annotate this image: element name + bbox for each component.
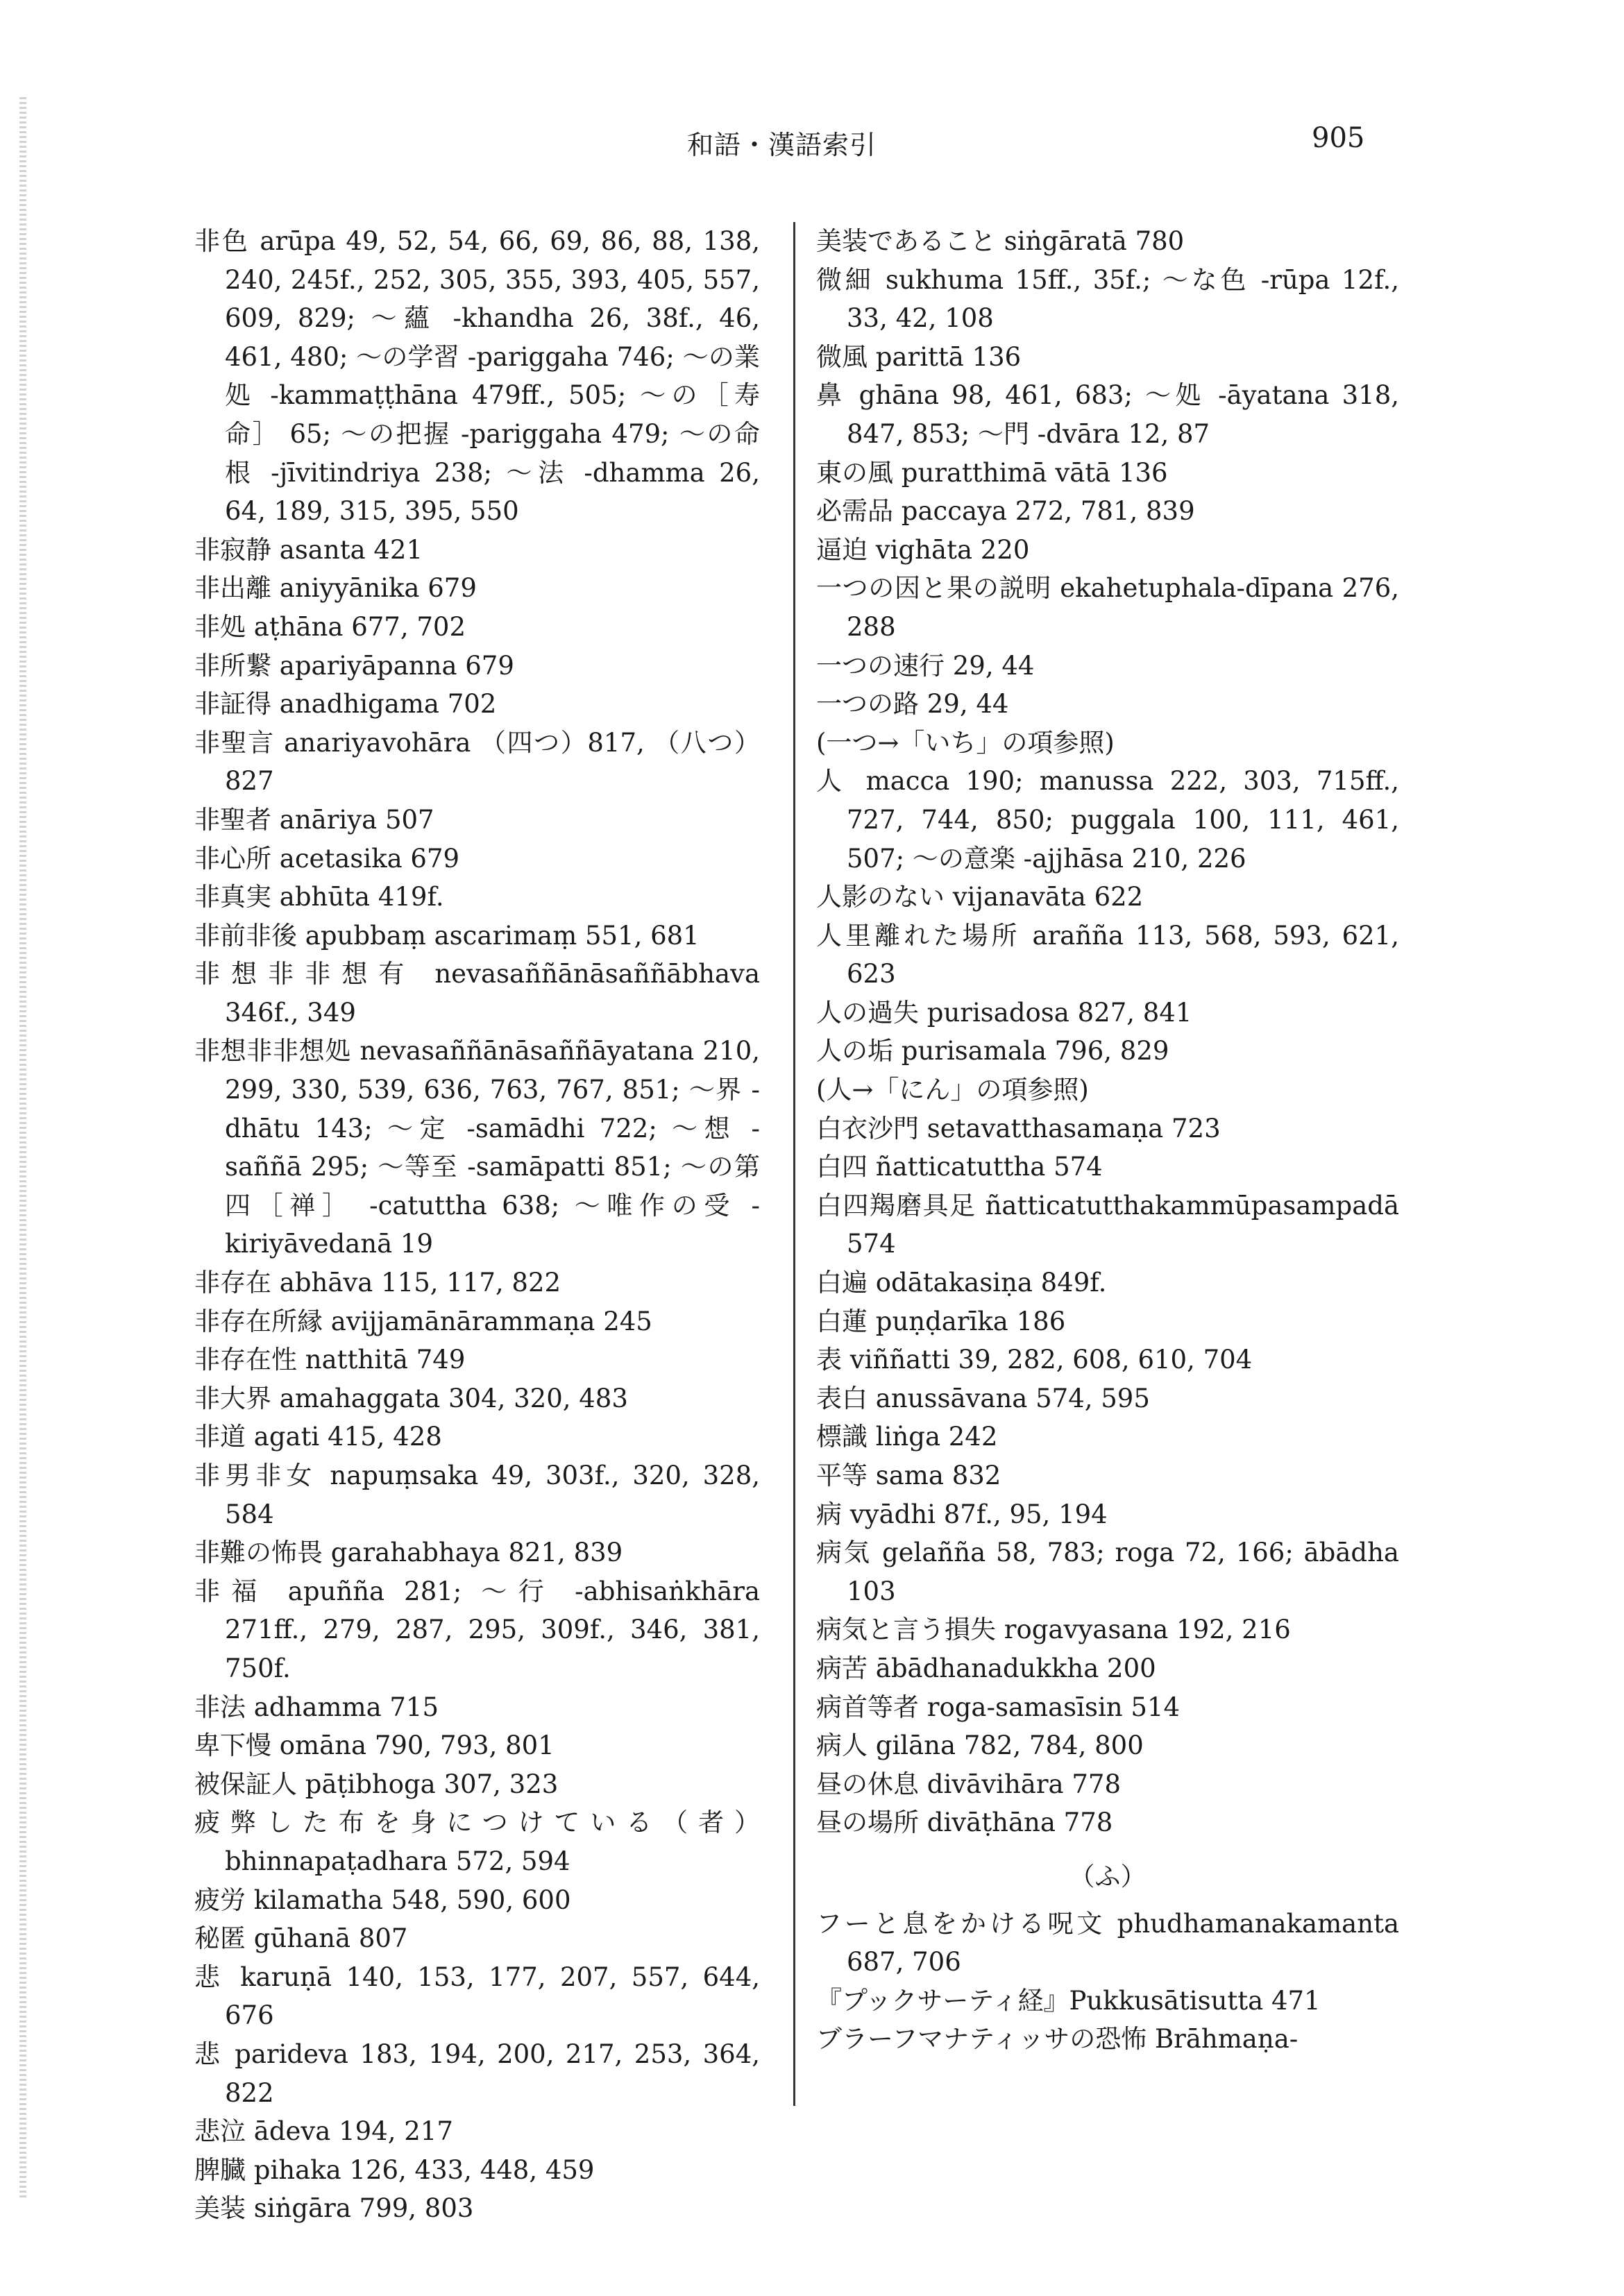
index-entry: 病首等者 roga-samasīsin 514 — [816, 1692, 1181, 1722]
index-entry: ブラーフマナティッサの恐怖 Brāhmaṇa- — [816, 2024, 1299, 2055]
index-entry: 表白 anussāvana 574, 595 — [816, 1383, 1150, 1413]
index-entry: 一つの速行 29, 44 — [816, 650, 1035, 681]
index-entry: 昼の休息 divāvihāra 778 — [816, 1769, 1121, 1799]
index-entry: 微細 sukhuma 15ff., 35f.; ～な色 -rūpa 12f., 33, 42, 108 — [816, 264, 1399, 334]
index-entry: 非真実 abhūta 419f. — [194, 882, 444, 912]
index-column-left — [194, 222, 760, 2228]
index-entry: 人の垢 purisamala 796, 829 — [816, 1036, 1169, 1066]
index-entry: 卑下慢 omāna 790, 793, 801 — [194, 1730, 555, 1761]
index-entry: 東の風 puratthimā vātā 136 — [816, 457, 1168, 488]
index-entry: 病気と言う損失 rogavyasana 192, 216 — [816, 1615, 1291, 1645]
index-entry: 病 vyādhi 87f., 95, 194 — [816, 1499, 1108, 1529]
index-entry: 人の過失 purisadosa 827, 841 — [816, 997, 1192, 1028]
index-entry: 秘匿 gūhanā 807 — [194, 1923, 408, 1954]
index-entry: 病苦 ābādhanadukkha 200 — [816, 1653, 1156, 1683]
index-entry: 人 macca 190; manussa 222, 303, 715ff., 727, 744, 850; puggala 100, 111, 461, 507; ～の意楽 -ajjhāsa 210, 226 — [816, 766, 1399, 874]
index-entry: 非男非女 napuṃsaka 49, 303f., 320, 328, 584 — [194, 1461, 760, 1529]
index-entry: 非処 aṭhāna 677, 702 — [194, 611, 466, 642]
index-entry: 白遍 odātakasiṇa 849f. — [816, 1268, 1107, 1298]
index-entry: 悲泣 ādeva 194, 217 — [194, 2116, 453, 2147]
index-entry: 非所繋 apariyāpanna 679 — [194, 650, 514, 681]
index-entry: 非大界 amahaggata 304, 320, 483 — [194, 1383, 628, 1413]
index-entry: 悲 parideva 183, 194, 200, 217, 253, 364, 822 — [194, 2039, 760, 2108]
index-entry: 非存在所縁 avijjamānārammaṇa 245 — [194, 1306, 652, 1336]
index-entry: 非法 adhamma 715 — [194, 1692, 439, 1722]
index-entry: 非寂静 asanta 421 — [194, 534, 423, 565]
index-entry: 白四羯磨具足 ñatticatutthakammūpasampadā 574 — [816, 1190, 1399, 1259]
page-number: 905 — [1312, 122, 1365, 154]
index-entry: 非想非非想処 nevasaññānāsaññāyatana 210, 299, 330, 539, 636, 763, 767, 851; ～界 -dhātu 143; ～定 -samādhi 722; ～想 -saññā 295; ～等至 -samāpatti 851; ～の第四［禅］ -catuttha 638; ～唯作の受 -kiriyāvedanā 19 — [194, 1036, 760, 1259]
index-entry: 人影のない vijanavāta 622 — [816, 882, 1144, 912]
index-entry: 非前非後 apubbaṃ ascarimaṃ 551, 681 — [194, 920, 700, 951]
cross-reference-note: (一つ→「いち」の項参照) — [816, 727, 1115, 758]
index-entry: 非難の怖畏 garahabhaya 821, 839 — [194, 1538, 623, 1568]
index-entry: 一つの路 29, 44 — [816, 689, 1009, 720]
column-divider — [793, 222, 795, 2106]
index-entry: 白蓮 puṇḍarīka 186 — [816, 1306, 1066, 1336]
index-entry: 平等 sama 832 — [816, 1461, 1001, 1490]
index-entry: 微風 parittā 136 — [816, 341, 1022, 372]
index-entry: 表 viññatti 39, 282, 608, 610, 704 — [816, 1345, 1253, 1375]
index-entry: 美装であること siṅgāratā 780 — [816, 226, 1185, 256]
index-entry: 非出離 aniyyānika 679 — [194, 573, 477, 604]
index-entry: 昼の場所 divāṭhāna 778 — [816, 1808, 1113, 1838]
section-heading-fu: （ふ） — [1069, 1861, 1147, 1891]
index-entry: 人里離れた場所 arañña 113, 568, 593, 621, 623 — [816, 920, 1399, 989]
running-head: 和語・漢語索引 — [687, 130, 877, 160]
index-entry: 非存在性 natthitā 749 — [194, 1345, 466, 1375]
index-entry: フーと息をかける呪文 phudhamanakamanta 687, 706 — [816, 1908, 1399, 1978]
index-entry: 白衣沙門 setavatthasamaṇa 723 — [816, 1113, 1221, 1143]
index-entry: 『プックサーティ経』Pukkusātisutta 471 — [816, 1985, 1321, 2016]
index-entry: 非色 arūpa 49, 52, 54, 66, 69, 86, 88, 138, 240, 245f., 252, 305, 355, 393, 405, 557, 609, 829; ～蘊 -khandha 26, 38f., 46, 461, 480; ～の学習 -pariggaha 746; ～の業処 -kammaṭṭhāna 479ff., 505; ～の［寿命］ 65; ～の把握 -pariggaha 479; ～の命根 -jīvitindriya 238; ～法 -dhamma 26, 64, 189, 315, 395, 550 — [194, 226, 760, 527]
index-entry: 一つの因と果の説明 ekahetuphala-dīpana 276, 288 — [816, 573, 1399, 642]
index-entry: 脾臓 pihaka 126, 433, 448, 459 — [194, 2154, 595, 2185]
index-entry: 必需品 paccaya 272, 781, 839 — [816, 496, 1195, 527]
index-entry: 非証得 anadhigama 702 — [194, 689, 497, 720]
index-entry: 悲 karuṇā 140, 153, 177, 207, 557, 644, 676 — [194, 1962, 760, 2031]
index-entry: 非想非非想有 nevasaññānāsaññābhava 346f., 349 — [194, 959, 760, 1028]
index-entry: 非道 agati 415, 428 — [194, 1422, 442, 1452]
index-entry: 疲労 kilamatha 548, 590, 600 — [194, 1885, 571, 1915]
index-entry: 疲弊した布を身につけている（者） bhinnapaṭadhara 572, 594 — [194, 1808, 760, 1876]
index-entry: 非福 apuñña 281; ～行 -abhisaṅkhāra 271ff., 279, 287, 295, 309f., 346, 381, 750f. — [194, 1576, 760, 1683]
index-entry: 白四 ñatticatuttha 574 — [816, 1152, 1103, 1182]
book-binding-edge — [19, 97, 26, 2200]
index-entry: 逼迫 vighāta 220 — [816, 534, 1030, 565]
index-entry: 非聖言 anariyavohāra （四つ）817, （八つ）827 — [194, 727, 760, 797]
index-entry: 病人 gilāna 782, 784, 800 — [816, 1730, 1144, 1761]
index-entry: 標識 liṅga 242 — [816, 1422, 998, 1452]
index-entry: 被保証人 pāṭibhoga 307, 323 — [194, 1769, 559, 1799]
index-entry: 非聖者 anāriya 507 — [194, 804, 434, 835]
index-entry: 美装 siṅgāra 799, 803 — [194, 2193, 474, 2224]
index-entry: 非心所 acetasika 679 — [194, 843, 460, 874]
index-entry: 鼻 ghāna 98, 461, 683; ～処 -āyatana 318, 847, 853; ～門 -dvāra 12, 87 — [816, 380, 1399, 449]
index-entry: 非存在 abhāva 115, 117, 822 — [194, 1268, 561, 1298]
index-entry: 病気 gelañña 58, 783; roga 72, 166; ābādha 103 — [816, 1538, 1399, 1606]
cross-reference-note: (人→「にん」の項参照) — [816, 1075, 1089, 1105]
index-column-right — [816, 222, 1399, 2059]
